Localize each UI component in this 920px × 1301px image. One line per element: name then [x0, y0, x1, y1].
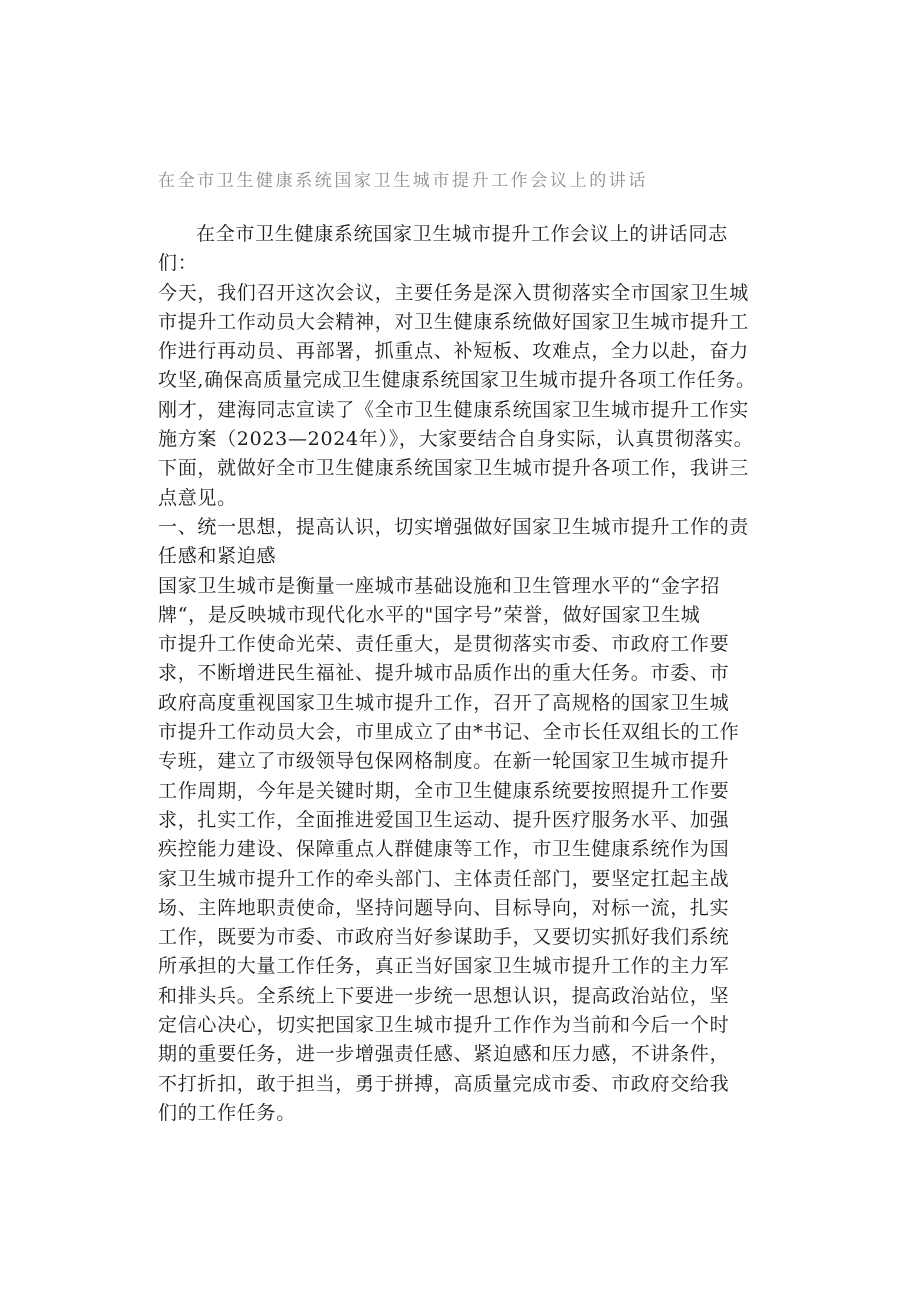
body-line: 求，不断增进民生福祉、提升城市品质作出的重大任务。市委、市	[158, 662, 730, 685]
body-line: 专班，建立了市级领导包保网格制度。在新一轮国家卫生城市提升	[158, 750, 730, 773]
body-line: 点意见。	[158, 486, 237, 509]
body-line: 市提升工作动员大会精神，对卫生健康系统做好国家卫生城市提升工	[158, 310, 750, 333]
body-line: 政府高度重视国家卫生城市提升工作，召开了高规格的国家卫生城	[158, 691, 730, 714]
body-line: 市提升工作动员大会，市里成立了由*书记、全市长任双组长的工作	[158, 721, 740, 744]
body-line: 下面，就做好全市卫生健康系统国家卫生城市提升各项工作，我讲三	[158, 457, 750, 480]
body-line: 刚才，建海同志宣读了《全市卫生健康系统国家卫生城市提升工作实	[158, 398, 750, 421]
body-line: 今天，我们召开这次会议，主要任务是深入贯彻落实全市国家卫生城	[158, 281, 750, 304]
body-line: 攻坚,确保高质量完成卫生健康系统国家卫生城市提升各项工作任务。	[158, 369, 756, 392]
body-line: 在全市卫生健康系统国家卫生城市提升工作会议上的讲话同志	[196, 223, 728, 245]
body-line: 国家卫生城市是衡量一座城市基础设施和卫生管理水平的“金字招	[158, 574, 721, 597]
body-line: 定信心决心，切实把国家卫生城市提升工作作为当前和今后一个时	[158, 1014, 730, 1037]
body-line: 和排头兵。全系统上下要进一步统一思想认识，提高政治站位，坚	[158, 984, 730, 1007]
body-line: 工作，既要为市委、市政府当好参谋助手，又要切实抓好我们系统	[158, 926, 730, 949]
body-line: 们的工作任务。	[158, 1101, 296, 1124]
body-line: 场、主阵地职责使命，坚持问题导向、目标导向，对标一流，扎实	[158, 896, 730, 919]
body-line: 疾控能力建设、保障重点人群健康等工作，市卫生健康系统作为国	[158, 838, 730, 861]
body-line: 牌“，是反映城市现代化水平的"国字号”荣誉，做好国家卫生城	[158, 603, 701, 626]
section-heading-line: 一、统一思想，提高认识，切实增强做好国家卫生城市提升工作的责	[158, 515, 750, 538]
section-heading-line: 任感和紧迫感	[158, 545, 277, 568]
body-line: 市提升工作使命光荣、责任重大，是贯彻落实市委、市政府工作要	[158, 633, 730, 656]
document-header-title: 在全市卫生健康系统国家卫生城市提升工作会议上的讲话	[158, 171, 648, 191]
body-line: 施方案（2023—2024年）》，大家要结合自身实际，认真贯彻落实。	[158, 428, 754, 451]
body-line: 家卫生城市提升工作的牵头部门、主体责任部门，要坚定扛起主战	[158, 867, 730, 890]
body-line: 作进行再动员、再部署，抓重点、补短板、攻难点，全力以赴，奋力	[158, 340, 750, 363]
document-body	[158, 220, 758, 1128]
body-line: 不打折扣，敢于担当，勇于拼搏，高质量完成市委、市政府交给我	[158, 1072, 730, 1095]
body-line: 求，扎实工作，全面推进爱国卫生运动、提升医疗服务水平、加强	[158, 808, 730, 831]
body-line: 工作周期，今年是关键时期，全市卫生健康系统要按照提升工作要	[158, 779, 730, 802]
body-line: 所承担的大量工作任务，真正当好国家卫生城市提升工作的主力军	[158, 955, 730, 978]
body-line: 们：	[158, 252, 198, 275]
body-line: 期的重要任务，进一步增强责任感、紧迫感和压力感，不讲条件，	[158, 1043, 730, 1066]
